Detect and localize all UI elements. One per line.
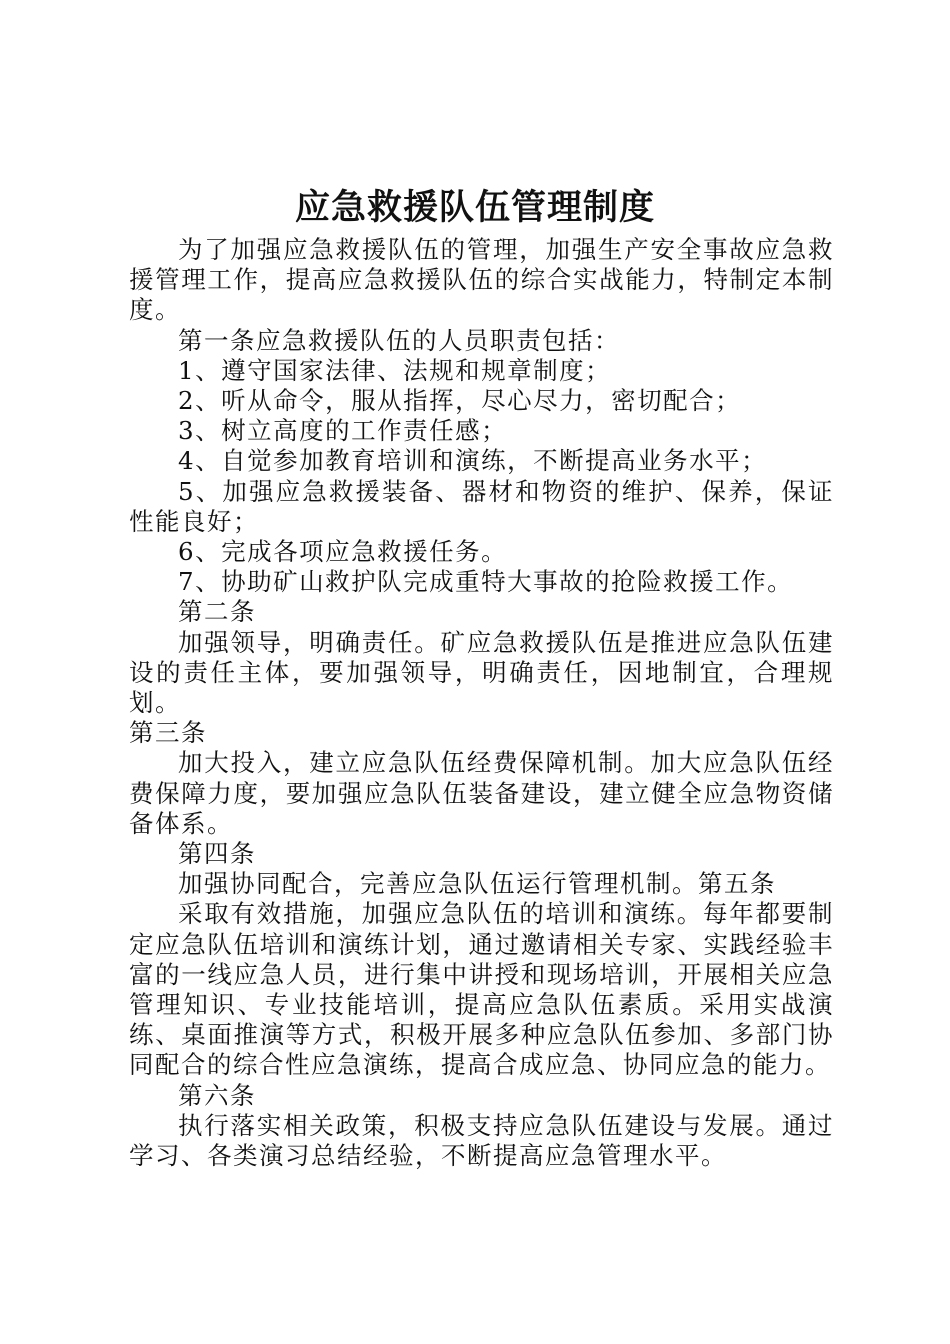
article-3-heading: 第三条 xyxy=(129,718,207,748)
document-body xyxy=(129,235,834,1171)
duty-item-6: 6、完成各项应急救援任务。 xyxy=(178,537,508,567)
duty-item-2: 2、听从命令，服从指挥，尽心尽力，密切配合； xyxy=(178,386,742,416)
intro-paragraph: 为了加强应急救援队伍的管理，加强生产安全事故应急救援管理工作，提高应急救援队伍的综合实战能力，特制定本制度。 xyxy=(129,235,834,325)
article-3-text: 加大投入，建立应急队伍经费保障机制。加大应急队伍经费保障力度，要加强应急队伍装备建设，建立健全应急物资储备体系。 xyxy=(129,748,834,838)
article-5-text: 采取有效措施，加强应急队伍的培训和演练。每年都要制定应急队伍培训和演练计划，通过邀请相关专家、实践经验丰富的一线应急人员，进行集中讲授和现场培训，开展相关应急管理知识、专业技能培训，提高应急队伍素质。采用实战演练、桌面推演等方式，积极开展多种应急队伍参加、多部门协同配合的综合性应急演练，提高合成应急、协同应急的能力。 xyxy=(129,899,834,1080)
article-4-heading: 第四条 xyxy=(178,839,256,869)
duty-item-5: 5、加强应急救援装备、器材和物资的维护、保养，保证性能良好； xyxy=(129,476,834,536)
duty-item-1: 1、遵守国家法律、法规和规章制度； xyxy=(178,355,612,385)
document-title: 应急救援队伍管理制度 xyxy=(294,188,655,228)
article-6-heading: 第六条 xyxy=(178,1080,256,1110)
article-4-text: 加强协同配合，完善应急队伍运行管理机制。第五条 xyxy=(178,869,776,899)
article-1-heading: 第一条应急救援队伍的人员职责包括： xyxy=(178,325,620,355)
article-2-heading: 第二条 xyxy=(178,597,256,627)
article-6-text: 执行落实相关政策，积极支持应急队伍建设与发展。通过学习、各类演习总结经验，不断提高应急管理水平。 xyxy=(129,1110,834,1171)
duty-item-4: 4、自觉参加教育培训和演练，不断提高业务水平； xyxy=(178,446,768,476)
duty-item-3: 3、树立高度的工作责任感； xyxy=(178,416,508,446)
duty-item-7: 7、协助矿山救护队完成重特大事故的抢险救援工作。 xyxy=(178,567,794,597)
article-2-text: 加强领导，明确责任。矿应急救援队伍是推进应急队伍建设的责任主体，要加强领导，明确责任，因地制宜，合理规划。 xyxy=(129,627,834,718)
